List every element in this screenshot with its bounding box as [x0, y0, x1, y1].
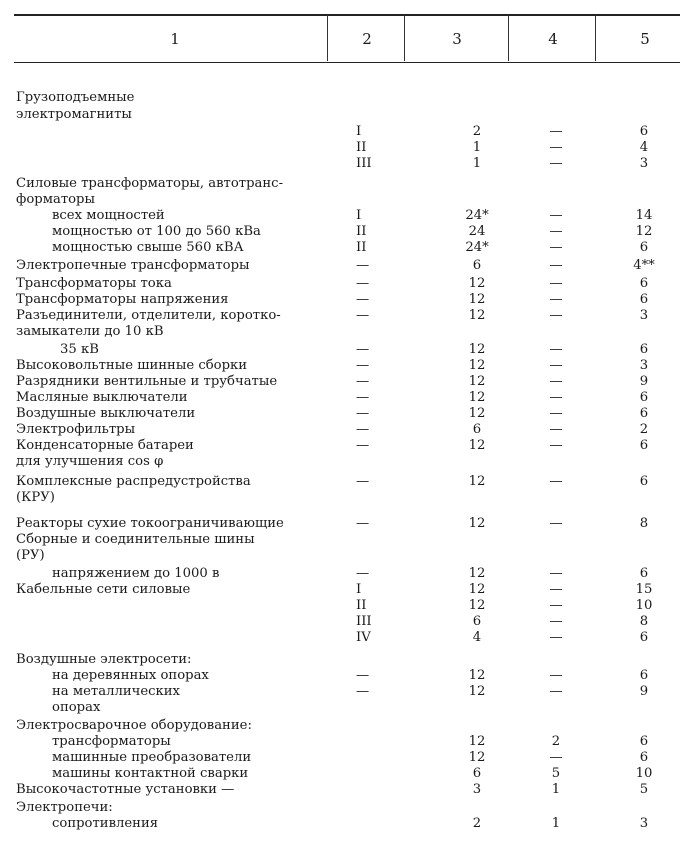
cell-c3: 3: [472, 782, 482, 797]
cell-c3: 24: [468, 224, 486, 239]
cell-c1: Трансформаторы тока: [16, 276, 172, 291]
cell-c2: I: [356, 208, 362, 223]
cell-c4: —: [549, 374, 563, 389]
table-row: [0, 276, 685, 292]
column-divider: [404, 15, 405, 61]
cell-c3: 12: [468, 582, 486, 597]
table-row: [0, 614, 685, 630]
cell-c5: 15: [635, 582, 653, 597]
cell-c2: —: [356, 358, 370, 373]
cell-c3: 12: [468, 374, 486, 389]
cell-c5: 3: [639, 156, 649, 171]
cell-c1: Разрядники вентильные и трубчатые: [16, 374, 278, 389]
table-row: [0, 516, 685, 532]
table-row: [0, 566, 685, 582]
cell-c1: Сборные и соединительные шины: [16, 532, 255, 547]
cell-c1: для улучшения cos φ: [16, 454, 164, 469]
cell-c5: 6: [639, 124, 649, 139]
cell-c4: —: [549, 598, 563, 613]
cell-c3: 24*: [465, 240, 489, 255]
cell-c2: II: [356, 598, 367, 613]
cell-c4: —: [549, 422, 563, 437]
table-row: [0, 718, 685, 734]
cell-c1: 35 кВ: [60, 342, 99, 357]
cell-c1: Воздушные выключатели: [16, 406, 196, 421]
cell-c1: Высокочастотные установки —: [16, 782, 235, 797]
table-row: [0, 208, 685, 224]
cell-c4: 5: [551, 766, 561, 781]
cell-c1: (КРУ): [16, 490, 55, 505]
cell-c2: —: [356, 374, 370, 389]
cell-c4: —: [549, 156, 563, 171]
cell-c3: 6: [472, 258, 482, 273]
cell-c4: —: [549, 124, 563, 139]
cell-c3: 2: [472, 124, 482, 139]
cell-c1: на деревянных опорах: [52, 668, 209, 683]
cell-c2: —: [356, 516, 370, 531]
cell-c5: 12: [635, 224, 653, 239]
cell-c4: —: [549, 308, 563, 323]
cell-c2: I: [356, 124, 362, 139]
cell-c5: 6: [639, 240, 649, 255]
cell-c3: 12: [468, 342, 486, 357]
cell-c3: 4: [472, 630, 482, 645]
cell-c4: 2: [551, 734, 561, 749]
cell-c2: III: [356, 614, 372, 629]
cell-c2: —: [356, 438, 370, 453]
table-row: [0, 176, 685, 192]
cell-c1: машинные преобразователи: [52, 750, 252, 765]
cell-c4: —: [549, 258, 563, 273]
cell-c1: электромагниты: [16, 107, 132, 122]
cell-c2: —: [356, 668, 370, 683]
cell-c5: 4: [639, 140, 649, 155]
table-row: [0, 548, 685, 564]
cell-c5: 6: [639, 566, 649, 581]
table-row: [0, 90, 685, 106]
table-row: [0, 358, 685, 374]
cell-c3: 12: [468, 750, 486, 765]
cell-c4: —: [549, 140, 563, 155]
cell-c4: —: [549, 684, 563, 699]
table-row: [0, 192, 685, 208]
cell-c5: 10: [635, 766, 653, 781]
cell-c1: Трансформаторы напряжения: [16, 292, 229, 307]
header-col-4: 4: [548, 30, 558, 48]
cell-c5: 6: [639, 276, 649, 291]
cell-c4: —: [549, 630, 563, 645]
table-row: [0, 750, 685, 766]
cell-c4: 1: [551, 816, 561, 831]
table-row: [0, 630, 685, 646]
table-row: [0, 390, 685, 406]
cell-c1: Разъединители, отделители, коротко-: [16, 308, 281, 323]
table-row: [0, 684, 685, 700]
cell-c2: —: [356, 342, 370, 357]
cell-c1: всех мощностей: [52, 208, 165, 223]
cell-c2: I: [356, 582, 362, 597]
cell-c4: —: [549, 224, 563, 239]
cell-c4: —: [549, 516, 563, 531]
cell-c5: 14: [635, 208, 653, 223]
cell-c5: 6: [639, 630, 649, 645]
cell-c5: 3: [639, 308, 649, 323]
table-row: [0, 454, 685, 470]
cell-c1: опорах: [52, 700, 101, 715]
cell-c1: Электросварочное оборудование:: [16, 718, 252, 733]
table-row: [0, 406, 685, 422]
cell-c3: 12: [468, 358, 486, 373]
cell-c2: II: [356, 140, 367, 155]
cell-c5: 6: [639, 438, 649, 453]
header-rule: [14, 62, 680, 63]
cell-c5: 8: [639, 614, 649, 629]
cell-c3: 6: [472, 614, 482, 629]
cell-c1: напряжением до 1000 в: [52, 566, 220, 581]
cell-c5: 6: [639, 474, 649, 489]
cell-c4: —: [549, 614, 563, 629]
cell-c3: 12: [468, 276, 486, 291]
table-row: [0, 258, 685, 274]
cell-c1: Реакторы сухие токоограничивающие: [16, 516, 284, 531]
cell-c3: 12: [468, 734, 486, 749]
cell-c5: 6: [639, 342, 649, 357]
header-col-3: 3: [452, 30, 462, 48]
cell-c5: 3: [639, 358, 649, 373]
cell-c3: 12: [468, 566, 486, 581]
cell-c1: мощностью от 100 до 560 кВа: [52, 224, 261, 239]
cell-c2: —: [356, 406, 370, 421]
table-row: [0, 734, 685, 750]
cell-c1: Масляные выключатели: [16, 390, 188, 405]
cell-c2: —: [356, 276, 370, 291]
top-rule: [14, 14, 680, 16]
cell-c3: 1: [472, 140, 482, 155]
cell-c1: замыкатели до 10 кВ: [16, 324, 164, 339]
cell-c1: Высоковольтные шинные сборки: [16, 358, 248, 373]
cell-c4: —: [549, 276, 563, 291]
cell-c4: —: [549, 750, 563, 765]
table-row: [0, 490, 685, 506]
cell-c5: 6: [639, 750, 649, 765]
cell-c1: Комплексные распредустройства: [16, 474, 251, 489]
cell-c1: трансформаторы: [52, 734, 171, 749]
cell-c5: 10: [635, 598, 653, 613]
cell-c3: 6: [472, 422, 482, 437]
cell-c4: —: [549, 566, 563, 581]
cell-c1: (РУ): [16, 548, 45, 563]
table-row: [0, 240, 685, 256]
table-row: [0, 782, 685, 798]
cell-c3: 12: [468, 292, 486, 307]
table-row: [0, 766, 685, 782]
cell-c1: Электропечные трансформаторы: [16, 258, 250, 273]
cell-c2: II: [356, 240, 367, 255]
table-row: [0, 532, 685, 548]
cell-c5: 6: [639, 292, 649, 307]
column-divider: [595, 15, 596, 61]
table-row: [0, 668, 685, 684]
column-divider: [508, 15, 509, 61]
cell-c3: 12: [468, 684, 486, 699]
cell-c1: сопротивления: [52, 816, 159, 831]
cell-c5: 6: [639, 668, 649, 683]
cell-c5: 6: [639, 390, 649, 405]
cell-c2: III: [356, 156, 372, 171]
cell-c1: форматоры: [16, 192, 95, 207]
cell-c3: 24*: [465, 208, 489, 223]
cell-c4: —: [549, 208, 563, 223]
table-row: [0, 324, 685, 340]
cell-c2: —: [356, 292, 370, 307]
cell-c2: —: [356, 308, 370, 323]
header-col-2: 2: [362, 30, 372, 48]
cell-c1: Кабельные сети силовые: [16, 582, 191, 597]
cell-c3: 6: [472, 766, 482, 781]
column-divider: [327, 15, 328, 61]
cell-c5: 6: [639, 406, 649, 421]
table-row: [0, 124, 685, 140]
cell-c5: 9: [639, 684, 649, 699]
cell-c1: Электрофильтры: [16, 422, 136, 437]
cell-c3: 12: [468, 390, 486, 405]
cell-c1: Воздушные электросети:: [16, 652, 192, 667]
cell-c2: —: [356, 474, 370, 489]
cell-c1: Электропечи:: [16, 800, 113, 815]
cell-c5: 2: [639, 422, 649, 437]
table-row: [0, 156, 685, 172]
cell-c2: IV: [356, 630, 371, 645]
table-row: [0, 308, 685, 324]
table-row: [0, 292, 685, 308]
table-row: [0, 374, 685, 390]
cell-c2: II: [356, 224, 367, 239]
table-row: [0, 422, 685, 438]
cell-c4: —: [549, 358, 563, 373]
cell-c4: —: [549, 582, 563, 597]
cell-c4: —: [549, 292, 563, 307]
table-row: [0, 140, 685, 156]
cell-c5: 5: [639, 782, 649, 797]
table-row: [0, 474, 685, 490]
cell-c1: Грузоподъемные: [16, 90, 135, 105]
cell-c2: —: [356, 390, 370, 405]
table-row: [0, 598, 685, 614]
cell-c4: —: [549, 240, 563, 255]
cell-c2: —: [356, 258, 370, 273]
cell-c3: 12: [468, 308, 486, 323]
cell-c3: 12: [468, 668, 486, 683]
table-row: [0, 582, 685, 598]
cell-c1: на металлических: [52, 684, 180, 699]
cell-c3: 12: [468, 598, 486, 613]
table-row: [0, 438, 685, 454]
cell-c4: —: [549, 406, 563, 421]
cell-c4: —: [549, 342, 563, 357]
cell-c5: 3: [639, 816, 649, 831]
table-row: [0, 816, 685, 832]
cell-c4: —: [549, 438, 563, 453]
cell-c4: 1: [551, 782, 561, 797]
cell-c2: —: [356, 422, 370, 437]
cell-c3: 12: [468, 516, 486, 531]
table-row: [0, 107, 685, 123]
cell-c4: —: [549, 668, 563, 683]
cell-c5: 9: [639, 374, 649, 389]
cell-c1: мощностью свыше 560 кВА: [52, 240, 244, 255]
cell-c3: 12: [468, 474, 486, 489]
table-row: [0, 342, 685, 358]
header-col-1: 1: [170, 30, 180, 48]
table-row: [0, 224, 685, 240]
cell-c4: —: [549, 390, 563, 405]
cell-c4: —: [549, 474, 563, 489]
cell-c2: —: [356, 566, 370, 581]
cell-c5: 8: [639, 516, 649, 531]
cell-c1: машины контактной сварки: [52, 766, 249, 781]
table-row: [0, 700, 685, 716]
cell-c3: 12: [468, 406, 486, 421]
cell-c5: 4**: [633, 258, 655, 273]
cell-c3: 2: [472, 816, 482, 831]
cell-c5: 6: [639, 734, 649, 749]
cell-c3: 12: [468, 438, 486, 453]
cell-c2: —: [356, 684, 370, 699]
table-row: [0, 652, 685, 668]
table-row: [0, 800, 685, 816]
cell-c1: Конденсаторные батареи: [16, 438, 194, 453]
header-col-5: 5: [640, 30, 650, 48]
cell-c3: 1: [472, 156, 482, 171]
cell-c1: Силовые трансформаторы, автотранс-: [16, 176, 284, 191]
